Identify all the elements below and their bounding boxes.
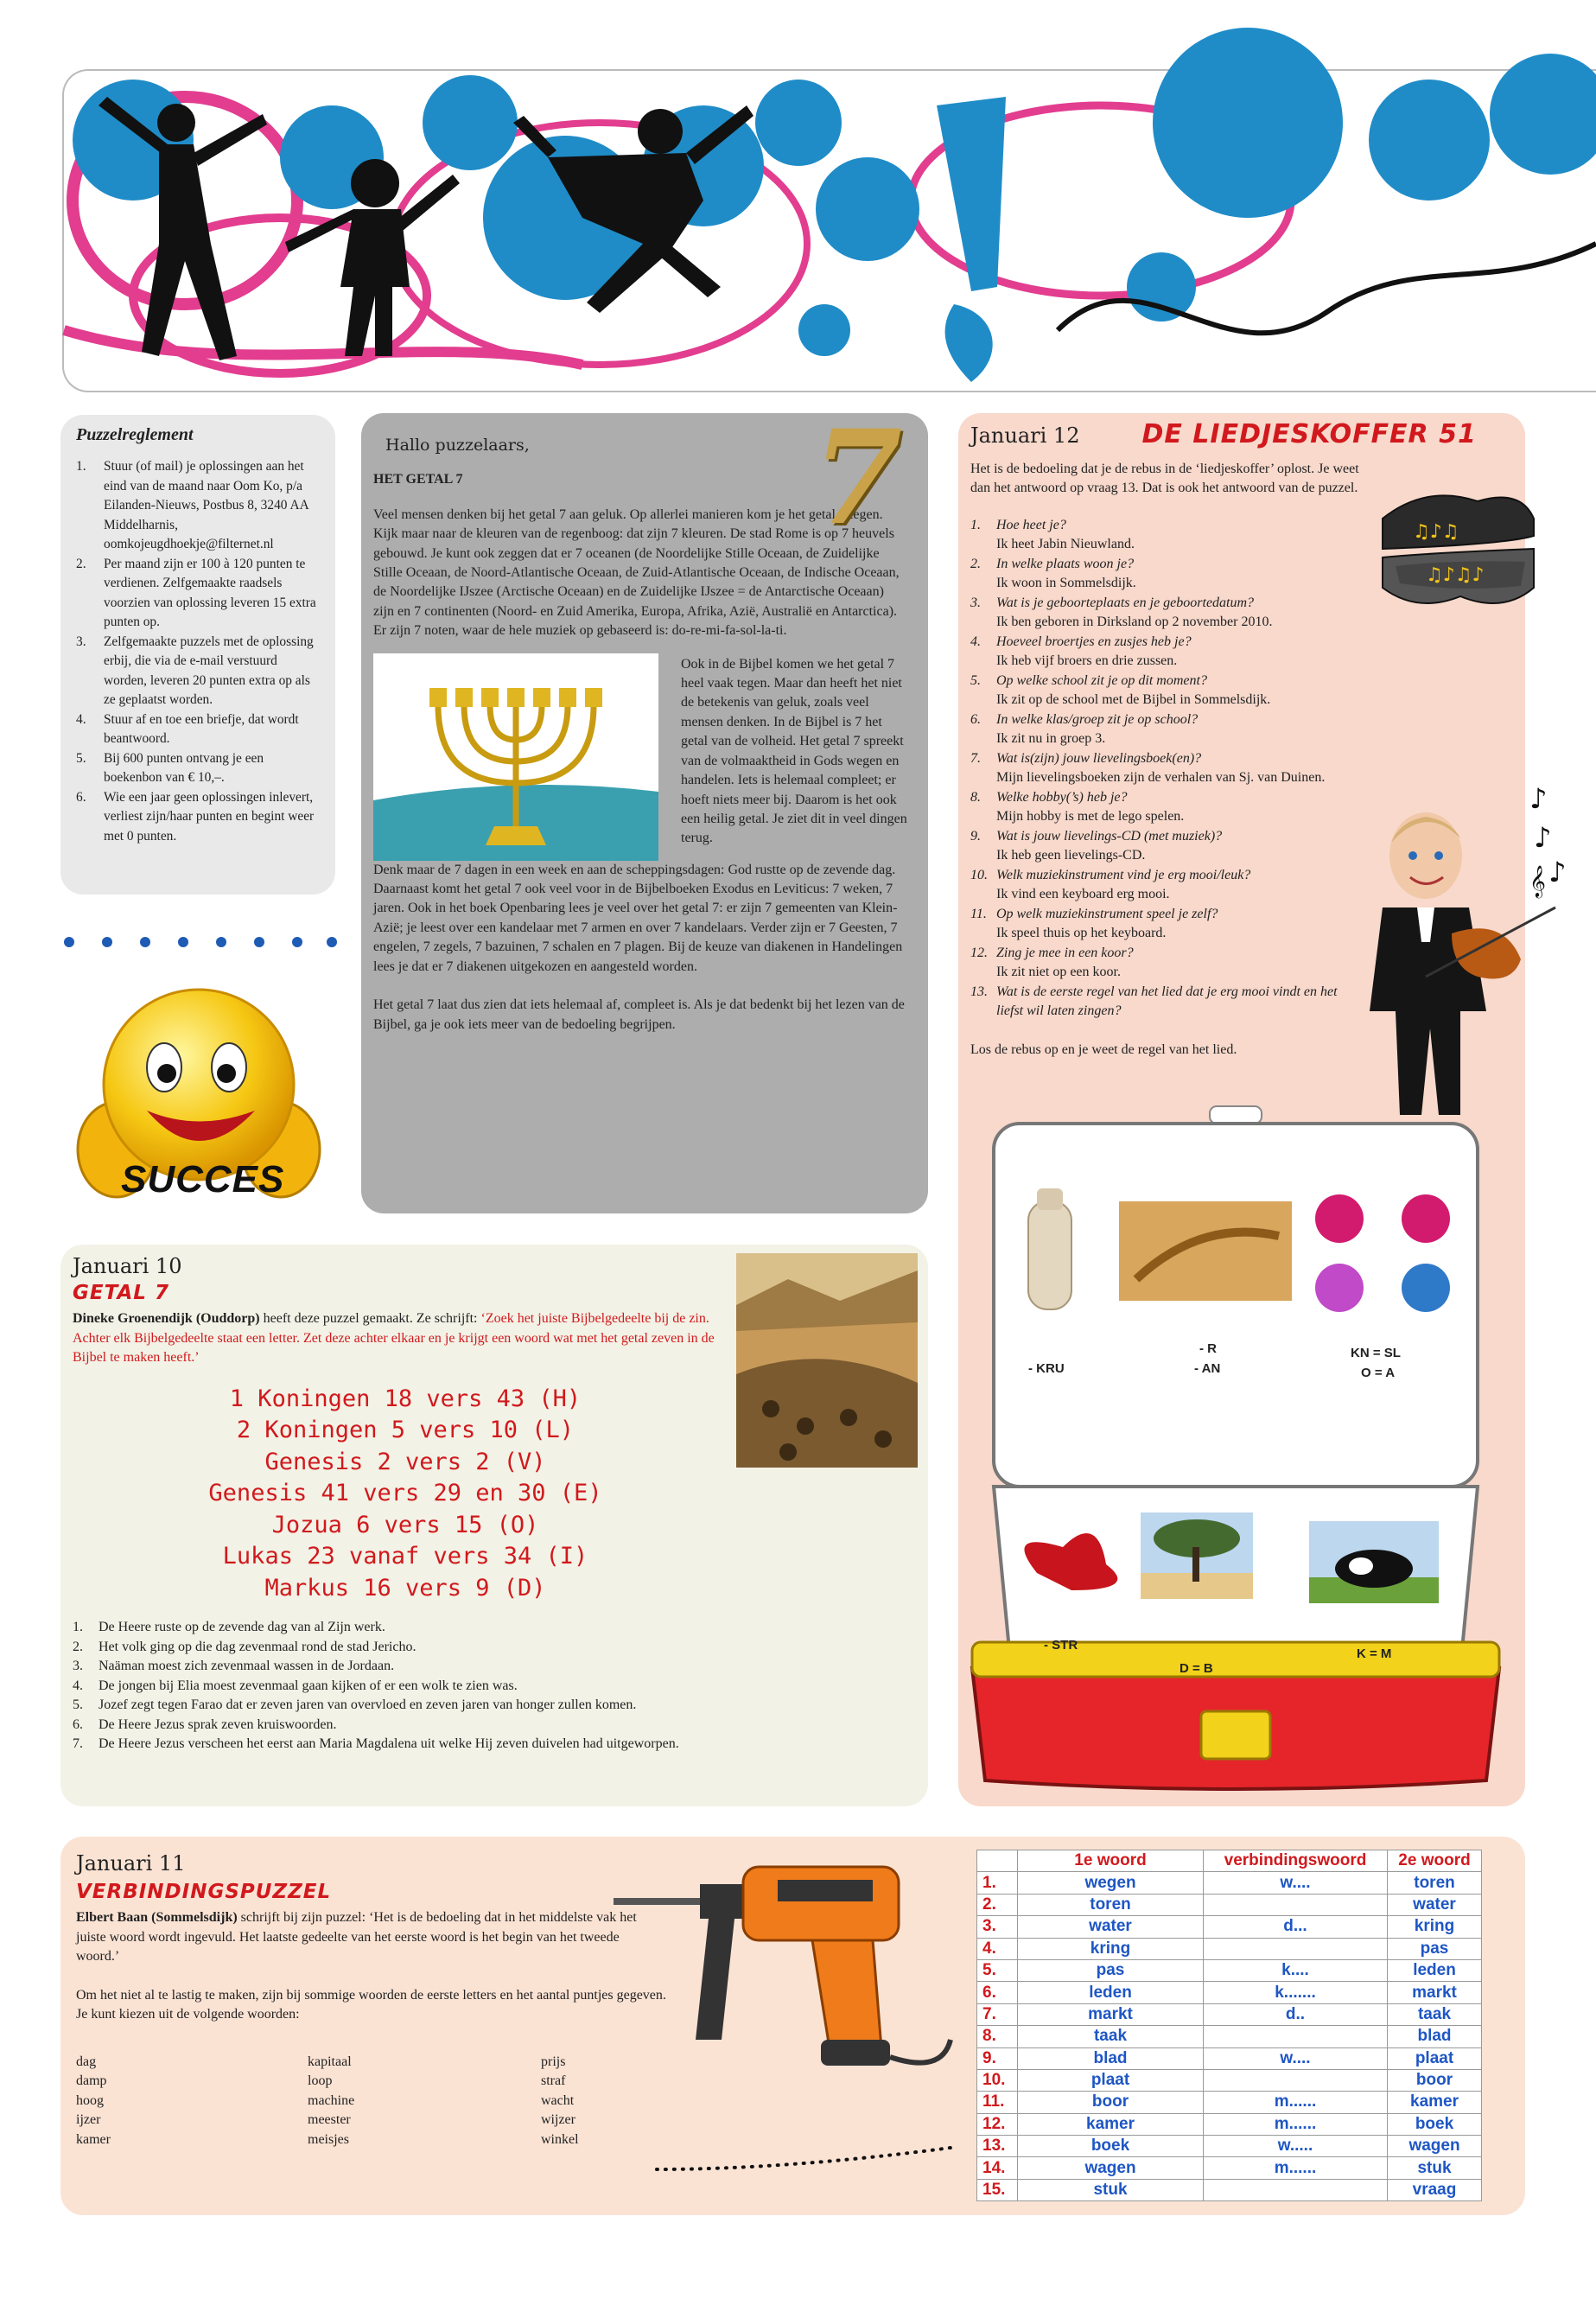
- table-cell: 1.: [977, 1872, 1018, 1894]
- jan10-instructions: ‘Zoek het juiste Bijbelgedeelte bij de zin. Achter elk Bijbelgedeelte staat een letter. Zet deze achter elkaar en je krijgt een woord wat met het getal zeven in de Bijbel te maken heeft.’: [73, 1311, 715, 1365]
- table-header: verbindingswoord: [1204, 1850, 1388, 1872]
- rules-list: [76, 457, 321, 846]
- boy-violin-image: [1348, 782, 1567, 1115]
- svg-text:♪: ♪: [1548, 856, 1567, 888]
- rules-item: [76, 710, 321, 749]
- jan10-reference: Genesis 41 vers 29 en 30 (E): [208, 1480, 602, 1506]
- svg-text:♪: ♪: [1534, 821, 1552, 854]
- table-cell: 10.: [977, 2069, 1018, 2091]
- jan10-sentence: 5. Jozef zegt tegen Farao dat er zeven jaren van overvloed en zeven jaren van honger zullen komen.: [73, 1697, 637, 1712]
- table-cell: 2.: [977, 1894, 1018, 1915]
- word-choice: machine: [308, 2092, 355, 2108]
- drill-graphic: [614, 1832, 959, 2083]
- table-row: [977, 1872, 1482, 1894]
- word-choice: meester: [308, 2112, 351, 2127]
- menorah-graphic: [373, 653, 658, 861]
- intro-paragraph-3: Denk maar de 7 dagen in een week en aan de scheppingsdagen: God rustte op de zevende dag. Daarnaast komt het getal 7 ook veel voor in de Bijbelboeken Exodus en Leviticus: 7 weken, 7 jaren. Ook in het boek Openbaring lees je veel over het getal 7: er zijn 7 gemeenten van Klein-Azië; je leest over een kandelaar met 7 armen en over 7 kandelaars. Verder zijn er 7 Geesten, 7 engelen, 7 zegels, 7 bazuinen, 7 schalen en 7 plagen. Bij de keuze van diakenen in Handelingen lees je dat er 7 diakenen uitgekozen en aangesteld worden.: [373, 862, 903, 974]
- table-cell: kamer: [1018, 2113, 1204, 2135]
- connection-word-cell[interactable]: [1204, 2069, 1388, 2091]
- word-choice: kapitaal: [308, 2054, 352, 2069]
- table-row: [977, 2179, 1482, 2200]
- rules-item: [76, 457, 321, 555]
- connection-table-grid: [976, 1850, 1482, 2201]
- connection-word-cell[interactable]: w....: [1204, 2047, 1388, 2069]
- jan11-intro: [76, 1908, 655, 1967]
- word-choice: damp: [76, 2073, 107, 2088]
- song-intro: Het is de bedoeling dat je de rebus in de ‘liedjeskoffer’ oplost. Je weet dan het antwoord op vraag 13. Dat is ook het antwoord van de puzzel.: [970, 461, 1359, 495]
- jan10-reference: 2 Koningen 5 vers 10 (L): [236, 1417, 575, 1443]
- jan10-sentence: 1. De Heere ruste op de zevende dag van al Zijn werk.: [73, 1620, 385, 1634]
- table-cell: leden: [1018, 1982, 1204, 2003]
- suitcase-graphic: [968, 1106, 1504, 1798]
- intro-big-number: 7: [812, 402, 903, 554]
- intro-paragraph-4: Het getal 7 laat dus zien dat iets helemaal af, compleet is. Als je dat bedenkt bij het lezen van de Bijbel, ga je ook iets meer van de bedoeling begrijpen.: [373, 997, 905, 1032]
- table-cell: kring: [1018, 1938, 1204, 1959]
- word-choice: wijzer: [541, 2112, 575, 2127]
- table-cell: 13.: [977, 2136, 1018, 2157]
- table-cell: 12.: [977, 2113, 1018, 2135]
- connection-word-cell[interactable]: k....: [1204, 1959, 1388, 1981]
- jan10-sentence: 4. De jongen bij Elia moest zevenmaal gaan kijken of er een wolk te zien was.: [73, 1678, 518, 1693]
- jan11-date: Januari 11: [76, 1851, 186, 1876]
- table-cell: 9.: [977, 2047, 1018, 2069]
- jan10-date: Januari 10: [73, 1254, 182, 1278]
- table-cell: blad: [1018, 2047, 1204, 2069]
- table-cell: plaat: [1388, 2047, 1482, 2069]
- connection-table: [976, 1850, 1482, 2201]
- jan10-reference: Markus 16 vers 9 (D): [264, 1574, 546, 1602]
- jan11-paragraph-2: Om het niet al te lastig te maken, zijn bij sommige woorden de eerste letters en het aantal puntjes gegeven.: [76, 1987, 666, 2003]
- rebus-an: - AN: [1194, 1361, 1221, 1376]
- table-cell: boek: [1018, 2136, 1204, 2157]
- connection-word-cell[interactable]: m......: [1204, 2157, 1388, 2179]
- connection-word-cell[interactable]: w.....: [1204, 2136, 1388, 2157]
- word-choice: winkel: [541, 2131, 579, 2147]
- table-cell: 6.: [977, 1982, 1018, 2003]
- dots-divider-graphic: [62, 933, 339, 951]
- table-cell: 7.: [977, 2003, 1018, 2025]
- jan10-author: Dineke Groenendijk (Ouddorp): [73, 1311, 260, 1326]
- jan11-title: VERBINDINGSPUZZEL: [76, 1880, 332, 1903]
- boy-violin-graphic: [1348, 782, 1567, 1115]
- table-row: [977, 2092, 1482, 2113]
- header-banner: [62, 69, 1596, 392]
- jan10-reference: Genesis 2 vers 2 (V): [264, 1448, 546, 1475]
- table-cell: 5.: [977, 1959, 1018, 1981]
- table-cell: stuk: [1388, 2157, 1482, 2179]
- table-cell: markt: [1018, 2003, 1204, 2025]
- rules-item-number: 4.: [76, 711, 86, 727]
- table-cell: 14.: [977, 2157, 1018, 2179]
- table-cell: toren: [1018, 1894, 1204, 1915]
- jan10-sentence: 6. De Heere Jezus sprak zeven kruiswoorden.: [73, 1716, 337, 1732]
- word-choice: dag: [76, 2054, 97, 2069]
- table-body: [977, 1872, 1482, 2201]
- table-header-row: [977, 1850, 1482, 1872]
- rebus-kru: - KRU: [1028, 1361, 1065, 1376]
- table-cell: 11.: [977, 2092, 1018, 2113]
- table-cell: plaat: [1018, 2069, 1204, 2091]
- connection-word-cell[interactable]: k.......: [1204, 1982, 1388, 2003]
- table-cell: toren: [1388, 1872, 1482, 1894]
- jan10-reference: Lukas 23 vanaf vers 34 (I): [222, 1543, 588, 1570]
- table-row: [977, 1938, 1482, 1959]
- table-cell: leden: [1388, 1959, 1482, 1981]
- bible-painting-image: [736, 1253, 918, 1468]
- table-cell: kring: [1388, 1916, 1482, 1938]
- song-qa-item: 7. Wat is(zijn) jouw lievelingsboek(en)? Mijn lievelingsboeken zijn de verhalen van Sj. van Duinen.: [970, 750, 1326, 785]
- table-cell: wegen: [1018, 1872, 1204, 1894]
- rules-item-text: Stuur af en toe een briefje, dat wordt beantwoord.: [104, 711, 299, 746]
- rules-item-number: 5.: [76, 750, 86, 766]
- word-choice: meisjes: [308, 2131, 349, 2147]
- table-cell: water: [1388, 1894, 1482, 1915]
- song-title: DE LIEDJESKOFFER 51: [1141, 419, 1477, 449]
- song-qa-item: 3. Wat is je geboorteplaats en je geboortedatum? Ik ben geboren in Dirksland op 2 november 2010.: [970, 595, 1273, 629]
- rebus-db: D = B: [1180, 1661, 1213, 1676]
- table-cell: 3.: [977, 1916, 1018, 1938]
- table-header: 1e woord: [1018, 1850, 1204, 1872]
- connection-word-cell[interactable]: w....: [1204, 1872, 1388, 1894]
- word-choice: kamer: [76, 2131, 111, 2147]
- header-illustration: [64, 71, 1596, 391]
- jan10-references: [73, 1384, 738, 1605]
- table-cell: boor: [1018, 2092, 1204, 2113]
- song-qa-item: 13. Wat is de eerste regel van het lied dat je erg mooi vindt en het liefst wil laten zingen?: [970, 984, 1338, 1018]
- guitar-case-icon: [1374, 484, 1538, 614]
- rules-item: [76, 555, 321, 633]
- rules-item-number: 1.: [76, 459, 86, 474]
- menorah-image: [373, 653, 658, 861]
- song-qa-item: 1. Hoe heet je? Ik heet Jabin Nieuwland.: [970, 517, 1135, 551]
- table-cell: kamer: [1388, 2092, 1482, 2113]
- table-row: [977, 1916, 1482, 1938]
- table-row: [977, 2113, 1482, 2135]
- dotted-connector-graphic: [657, 2143, 959, 2178]
- word-choice: loop: [308, 2073, 333, 2088]
- table-row: [977, 1959, 1482, 1981]
- rules-item-text: Wie een jaar geen oplossingen inlevert, verliest zijn/haar punten en begint weer met 0 punten.: [104, 789, 315, 844]
- jan10-sentences: [73, 1618, 911, 1754]
- word-choice: wacht: [541, 2092, 575, 2108]
- connection-word-cell[interactable]: [1204, 1894, 1388, 1915]
- table-cell: stuk: [1018, 2179, 1204, 2200]
- rebus-str: - STR: [1044, 1638, 1078, 1653]
- svg-text:♫♪♫♪: ♫♪♫♪: [1426, 564, 1485, 586]
- rules-item-number: 3.: [76, 634, 86, 649]
- rules-item-number: 6.: [76, 789, 86, 805]
- song-qa-item: 12. Zing je mee in een koor? Ik zit niet op een koor.: [970, 945, 1134, 979]
- rules-item-text: Stuur (of mail) je oplossingen aan het eind van de maand naar Oom Ko, p/a Eilanden-Nieuws, Postbus 8, 3240 AA Middelharnis, oomkojeugdhoekje@filternet.nl: [104, 459, 308, 551]
- dotted-connector: [657, 2143, 959, 2178]
- rules-item-text: Bij 600 punten ontvang je een boekenbon van € 10,–.: [104, 750, 264, 785]
- jan10-intro: [73, 1309, 738, 1368]
- jan11-word-column: [76, 2053, 308, 2150]
- intro-subtitle: HET GETAL 7: [373, 472, 463, 487]
- rules-item-text: Per maand zijn er 100 à 120 punten te verdienen. Zelfgemaakte raadsels voorzien van oplossing leveren 15 extra punten op.: [104, 556, 316, 629]
- table-row: [977, 1894, 1482, 1915]
- table-row: [977, 2003, 1482, 2025]
- table-cell: taak: [1388, 2003, 1482, 2025]
- song-date: Januari 12: [970, 424, 1080, 448]
- jan11-author: Elbert Baan (Sommelsdijk): [76, 1910, 238, 1925]
- table-row: [977, 2136, 1482, 2157]
- table-cell: taak: [1018, 2026, 1204, 2047]
- jan10-reference: Jozua 6 vers 15 (O): [271, 1511, 539, 1538]
- table-row: [977, 2069, 1482, 2091]
- rules-title: Puzzelreglement: [76, 425, 194, 444]
- rebus-suitcase: [968, 1106, 1504, 1798]
- jan10-sentence: 3. Naäman moest zich zevenmaal wassen in de Jordaan.: [73, 1659, 395, 1673]
- song-qa-item: 10. Welk muziekinstrument vind je erg mooi/leuk? Ik vind een keyboard erg mooi.: [970, 867, 1251, 901]
- jan10-intro-text: heeft deze puzzel gemaakt. Ze schrijft:: [259, 1311, 481, 1326]
- intro-paragraph-2: Ook in de Bijbel komen we het getal 7 heel vaak tegen. Maar dan heeft het niet de betekenis van geluk, zoals veel mensen denken. In de Bijbel is 7 het getal van de volheid. Het getal 7 spreekt van de volmaaktheid in Gods wegen en handelen. Iets is helemaal compleet; er hoeft niets meer bij. Daarom is het ook een heilig getal. Je ziet dit in veel dingen terug.: [681, 656, 907, 846]
- song-qa-item: 5. Op welke school zit je op dit moment? Ik zit op de school met de Bijbel in Sommelsdijk.: [970, 672, 1271, 707]
- song-qa-item: 8. Welke hobby(’s) heb je? Mijn hobby is met de lego spelen.: [970, 789, 1185, 824]
- table-cell: water: [1018, 1916, 1204, 1938]
- connection-word-cell[interactable]: m......: [1204, 2113, 1388, 2135]
- jan11-word-column: [308, 2053, 541, 2150]
- jan11-paragraph-3: Je kunt kiezen uit de volgende woorden:: [76, 2007, 300, 2022]
- connection-word-cell[interactable]: [1204, 2026, 1388, 2047]
- intro-paragraph-1: Veel mensen denken bij het getal 7 aan geluk. Op allerlei manieren kom je het getal 7 tegen. Kijk maar naar de kleuren van de regenboog: dat zijn 7 kleuren. De stad Rome is op 7 heuvels gebouwd. Je kunt ook zeggen dat er 7 oceanen (de Noordelijke Stille Oceaan, de Zuidelijke Stille Oceaan, de Noord-Atlantische Oceaan, de Zuid-Atlantische Oceaan, de Indische Oceaan, de Noordelijke IJszee (Arctische Oceaan) en de Zuidelijke IJszee = de Antarctische Oceaan) zijn en 7 continenten (Noord- en Zuid Amerika, Europa, Afrika, Azië, Australië en Antarctica). Er zijn 7 noten, waar de hele muziek op gebaseerd is: do-re-mi-fa-sol-la-ti.: [373, 506, 900, 639]
- rebus-kn: KN = SL: [1351, 1346, 1401, 1360]
- svg-text:𝄞: 𝄞: [1529, 864, 1546, 897]
- table-header: 2e woord: [1388, 1850, 1482, 1872]
- intro-greeting: Hallo puzzelaars,: [385, 436, 530, 455]
- table-row: [977, 2047, 1482, 2069]
- song-qa-item: 2. In welke plaats woon je? Ik woon in Sommelsdijk.: [970, 556, 1136, 590]
- song-qa-item: 6. In welke klas/groep zit je op school? Ik zit nu in groep 3.: [970, 711, 1199, 746]
- song-qa-item: 9. Wat is jouw lievelings-CD (met muziek)? Ik heb geen lievelings-CD.: [970, 828, 1223, 863]
- svg-text:♫♪♫: ♫♪♫: [1413, 521, 1459, 543]
- table-cell: 4.: [977, 1938, 1018, 1959]
- table-cell: wagen: [1018, 2157, 1204, 2179]
- rebus-o: O = A: [1361, 1366, 1396, 1380]
- connection-word-cell[interactable]: m......: [1204, 2092, 1388, 2113]
- rules-item: [76, 788, 321, 847]
- word-choice: hoog: [76, 2092, 104, 2108]
- connection-word-cell[interactable]: [1204, 2179, 1388, 2200]
- connection-word-cell[interactable]: d..: [1204, 2003, 1388, 2025]
- table-cell: 15.: [977, 2179, 1018, 2200]
- jan11-intro-text: schrijft bij zijn puzzel: ‘Het is de bedoeling dat in het middelste vak het juiste woord wordt ingevuld. Het laatste gedeelte van het eerste woord is het begin van het tweede woord.’: [76, 1910, 637, 1964]
- table-header: [977, 1850, 1018, 1872]
- song-qa-item: 4. Hoeveel broertjes en zusjes heb je? Ik heb vijf broers en drie zussen.: [970, 634, 1192, 668]
- table-cell: wagen: [1388, 2136, 1482, 2157]
- table-cell: vraag: [1388, 2179, 1482, 2200]
- jan10-sentence: 2. Het volk ging op die dag zevenmaal rond de stad Jericho.: [73, 1639, 416, 1654]
- connection-word-cell[interactable]: d...: [1204, 1916, 1388, 1938]
- table-cell: pas: [1018, 1959, 1204, 1981]
- intro-menorah-row: [373, 653, 907, 861]
- table-row: [977, 2026, 1482, 2047]
- rules-panel: [60, 415, 335, 895]
- drill-image: [614, 1832, 959, 2083]
- jan10-reference: 1 Koningen 18 vers 43 (H): [229, 1385, 582, 1412]
- jan10-sentence: 7. De Heere Jezus verscheen het eerst aan Maria Magdalena uit welke Hij zeven duivelen had uitgeworpen.: [73, 1736, 679, 1751]
- connection-word-cell[interactable]: [1204, 1938, 1388, 1959]
- table-cell: blad: [1388, 2026, 1482, 2047]
- rebus-r: - R: [1199, 1341, 1217, 1356]
- table-cell: markt: [1388, 1982, 1482, 2003]
- success-label: SUCCES: [121, 1158, 285, 1200]
- rebus-km: K = M: [1357, 1646, 1392, 1661]
- table-cell: pas: [1388, 1938, 1482, 1959]
- song-heading-row: [970, 419, 1508, 449]
- table-row: [977, 1982, 1482, 2003]
- table-cell: 8.: [977, 2026, 1018, 2047]
- jan10-title: GETAL 7: [73, 1281, 169, 1304]
- rules-item-number: 2.: [76, 556, 86, 571]
- rules-item: [76, 749, 321, 788]
- song-qa-item: 11. Op welk muziekinstrument speel je zelf? Ik speel thuis op het keyboard.: [970, 906, 1218, 940]
- table-cell: boor: [1388, 2069, 1482, 2091]
- bible-painting-graphic: [736, 1253, 918, 1468]
- guitar-case-graphic: [1374, 484, 1538, 614]
- table-cell: boek: [1388, 2113, 1482, 2135]
- rules-item: [76, 633, 321, 710]
- dots-divider: [62, 933, 339, 951]
- rules-item-text: Zelfgemaakte puzzels met de oplossing erbij, die via de e-mail verstuurd worden, leveren 20 punten extra op als ze geplaatst worden.: [104, 634, 314, 707]
- word-choice: straf: [541, 2073, 566, 2088]
- word-choice: ijzer: [76, 2112, 101, 2127]
- table-row: [977, 2157, 1482, 2179]
- song-footer: Los de rebus op en je weet de regel van het lied.: [970, 1041, 1237, 1057]
- svg-text:♪: ♪: [1529, 782, 1548, 815]
- word-choice: prijs: [541, 2054, 566, 2069]
